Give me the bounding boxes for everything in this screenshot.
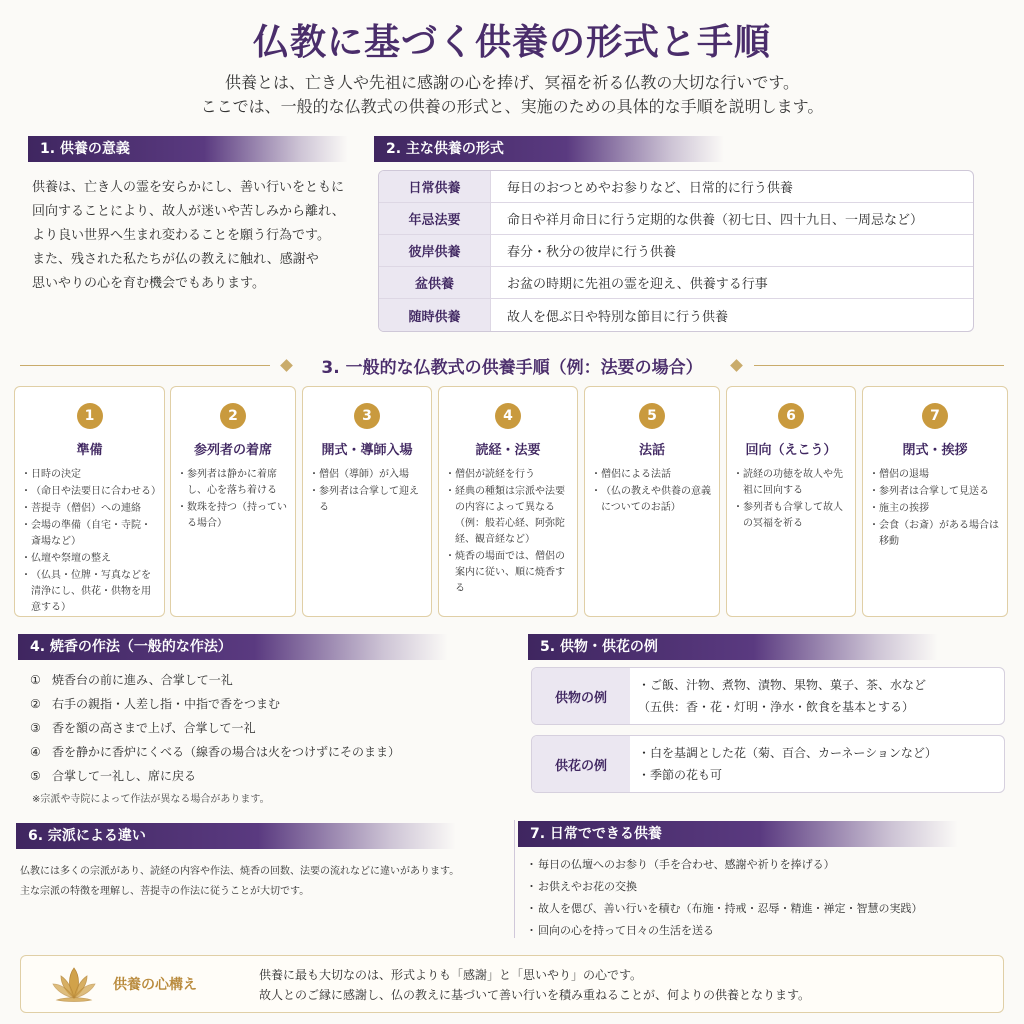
- step-item: ・ 参列者は合掌して見送る: [871, 484, 1003, 500]
- form-description: お盆の時期に先祖の霊を迎え、供養する行事: [507, 277, 768, 292]
- item-number: ②: [30, 697, 41, 711]
- section-5-heading: 5. 供物・供花の例: [528, 634, 938, 660]
- section-7-list: [528, 854, 1008, 942]
- step-items: [593, 467, 715, 517]
- section-3-heading: 3. 一般的な仏教式の供養手順（例：法要の場合）: [321, 358, 703, 378]
- section-1-line: 回向することにより、故人が迷いや苦しみから離れ、: [32, 204, 345, 219]
- step-item: ・ （命日や法要日に合わせる）: [23, 484, 160, 500]
- list-item: [30, 764, 500, 788]
- offerings-line: ・ご飯、汁物、煮物、漬物、果物、菓子、茶、水など: [638, 678, 927, 692]
- list-item: [30, 668, 500, 692]
- table-row: [379, 299, 973, 331]
- form-description: 春分・秋分の彼岸に行う供養: [507, 245, 677, 260]
- step-item: ・ （仏の教えや供養の意義についてのお話）: [593, 484, 715, 516]
- incense-note: ※宗派や寺院によって作法が異なる場合があります。: [32, 794, 270, 805]
- column-divider: [514, 820, 515, 938]
- form-description: 故人を偲ぶ日や特別な節目に行う供養: [507, 309, 729, 325]
- lotus-icon: [51, 964, 97, 1004]
- offering-forms-table: [378, 170, 974, 332]
- section-7-heading: 7. 日常でできる供養: [518, 821, 958, 847]
- section-1-heading: 1. 供養の意義: [28, 136, 348, 162]
- step-item: ・ 参列者は静かに着席し、心を落ち着ける: [179, 467, 291, 499]
- table-row: [379, 203, 973, 235]
- step-card: [302, 386, 432, 617]
- step-item: ・ 菩提寺（僧侶）への連絡: [23, 501, 160, 517]
- page-subtitle-line-1: 供養とは、亡き人や先祖に感謝の心を捧げ、冥福を祈る仏教の大切な行いです。: [224, 73, 800, 92]
- item-text: 合掌して一礼し、席に戻る: [52, 769, 197, 783]
- step-number-badge: 6: [778, 403, 804, 429]
- form-name: 彼岸供養: [379, 235, 491, 266]
- flowers-line: ・白を基調とした花（菊、百合、カーネーションなど）: [638, 746, 937, 760]
- step-items: [311, 467, 427, 517]
- list-item: [30, 740, 500, 764]
- step-number-badge: 5: [639, 403, 665, 429]
- item-text: 香を静かに香炉にくべる（線香の場合は火をつけずにそのまま）: [52, 745, 401, 759]
- step-item: ・ 僧侶（導師）が入場: [311, 467, 427, 483]
- page-subtitle-line-2: ここでは、一般的な仏教式の供養の形式と、実施のための具体的な手順を説明します。: [200, 97, 824, 116]
- step-card: [584, 386, 720, 617]
- section-4-heading: 4. 焼香の作法（一般的な作法）: [18, 634, 448, 660]
- step-number-badge: 7: [922, 403, 948, 429]
- flowers-line: ・季節の花も可: [638, 768, 723, 782]
- step-card: [862, 386, 1008, 617]
- item-text: 右手の親指・人差し指・中指で香をつまむ: [52, 697, 281, 711]
- list-item: ・ 毎日の仏壇へのお参り（手を合わせ、感謝や祈りを捧げる）: [528, 854, 1008, 876]
- item-number: ①: [30, 673, 41, 687]
- step-card: [726, 386, 856, 617]
- list-item: [30, 716, 500, 740]
- mindset-label: 供養の心構え: [113, 977, 197, 993]
- step-title: 参列者の着席: [193, 443, 272, 458]
- step-items: [179, 467, 291, 533]
- step-number-badge: 3: [354, 403, 380, 429]
- step-item: ・ 参列者も合掌して故人の冥福を祈る: [735, 500, 851, 532]
- mindset-line: 供養に最も大切なのは、形式よりも「感謝」と「思いやり」の心です。: [259, 968, 643, 982]
- step-item: ・ （仏具・位牌・写真などを清浄にし、供花・供物を用意する）: [23, 568, 160, 616]
- offerings-box: [531, 667, 1005, 725]
- list-item: ・ 回向の心を持って日々の生活を送る: [528, 920, 1008, 942]
- section-1-body: [32, 176, 362, 296]
- step-card: [14, 386, 165, 617]
- step-items: [23, 467, 160, 617]
- step-items: [735, 467, 851, 533]
- step-title: 読経・法要: [475, 443, 541, 458]
- list-item: ・ お供えやお花の交換: [528, 876, 1008, 898]
- section-6-body: [20, 862, 510, 902]
- table-row: [379, 171, 973, 203]
- item-text: 焼香台の前に進み、合掌して一礼: [52, 673, 233, 687]
- step-items: [871, 467, 1003, 551]
- offerings-label: 供物の例: [532, 668, 630, 724]
- step-item: ・ 会食（お斎）がある場合は移動: [871, 518, 1003, 550]
- step-title: 準備: [76, 443, 103, 458]
- step-card: [438, 386, 578, 617]
- table-row: [379, 267, 973, 299]
- step-item: ・ 僧侶の退場: [871, 467, 1003, 483]
- step-card: [170, 386, 296, 617]
- list-item: ・ 故人を偲び、善い行いを積む（布施・持戒・忍辱・精進・禅定・智慧の実践）: [528, 898, 1008, 920]
- form-name: 日常供養: [379, 171, 491, 202]
- section-6-heading: 6. 宗派による違い: [16, 823, 456, 849]
- step-number-badge: 2: [220, 403, 246, 429]
- list-item: [30, 692, 500, 716]
- form-name: 随時供養: [379, 299, 491, 331]
- step-title: 閉式・挨拶: [902, 443, 968, 458]
- section-2-heading: 2. 主な供養の形式: [374, 136, 724, 162]
- step-item: ・ 焼香の場面では、僧侶の案内に従い、順に焼香する: [447, 549, 573, 597]
- mindset-line: 故人とのご縁に感謝し、仏の教えに基づいて善い行いを積み重ねることが、何よりの供養となります。: [259, 988, 811, 1002]
- section-1-line: 思いやりの心を育む機会でもあります。: [32, 276, 265, 291]
- section-6-line: 主な宗派の特徴を理解し、菩提寺の作法に従うことが大切です。: [20, 886, 310, 897]
- flowers-label: 供花の例: [532, 736, 630, 792]
- form-name: 盆供養: [379, 267, 491, 298]
- table-row: [379, 235, 973, 267]
- offerings-line: （五供：香・花・灯明・浄水・飲食を基本とする）: [638, 700, 915, 714]
- step-number-badge: 1: [77, 403, 103, 429]
- step-item: ・ 僧侶による法話: [593, 467, 715, 483]
- step-item: ・ 参列者は合掌して迎える: [311, 484, 427, 516]
- section-1-line: 供養は、亡き人の霊を安らかにし、善い行いをともに: [32, 180, 345, 195]
- step-item: ・ 読経の功徳を故人や先祖に回向する: [735, 467, 851, 499]
- flowers-text: [630, 736, 937, 792]
- step-item: ・ 経典の種類は宗派や法要の内容によって異なる（例：般若心経、阿弥陀経、観音経など）: [447, 484, 573, 548]
- step-item: ・ 仏壇や祭壇の整え: [23, 551, 160, 567]
- section-1-line: より良い世界へ生まれ変わることを願う行為です。: [32, 228, 330, 243]
- step-item: ・ 数珠を持つ（持っている場合）: [179, 500, 291, 532]
- step-items: [447, 467, 573, 598]
- step-item: ・ 施主の挨拶: [871, 501, 1003, 517]
- step-title: 開式・導師入場: [321, 443, 413, 458]
- item-number: ⑤: [30, 769, 41, 783]
- mindset-box: [20, 955, 1004, 1013]
- mindset-text: [259, 965, 810, 1005]
- item-text: 香を額の高さまで上げ、合掌して一礼: [52, 721, 256, 735]
- page-title: 仏教に基づく供養の形式と手順: [252, 21, 771, 63]
- form-description: 毎日のおつとめやお参りなど、日常的に行う供養: [507, 181, 793, 196]
- step-title: 法話: [638, 443, 665, 458]
- form-name: 年忌法要: [379, 203, 491, 234]
- step-number-badge: 4: [495, 403, 521, 429]
- item-number: ④: [30, 745, 41, 759]
- form-description: 命日や祥月命日に行う定期的な供養（初七日、四十九日、一周忌など）: [507, 213, 924, 228]
- section-6-line: 仏教には多くの宗派があり、読経の内容や作法、焼香の回数、法要の流れなどに違いがあります。: [20, 866, 460, 877]
- offerings-text: [630, 668, 926, 724]
- item-number: ③: [30, 721, 41, 735]
- step-item: ・ 僧侶が読経を行う: [447, 467, 573, 483]
- step-item: ・ 会場の準備（自宅・寺院・斎場など）: [23, 518, 160, 550]
- incense-steps: [30, 668, 500, 788]
- step-title: 回向（えこう）: [745, 443, 837, 458]
- flowers-box: [531, 735, 1005, 793]
- section-1-line: また、残された私たちが仏の教えに触れ、感謝や: [32, 252, 319, 267]
- step-item: ・ 日時の決定: [23, 467, 160, 483]
